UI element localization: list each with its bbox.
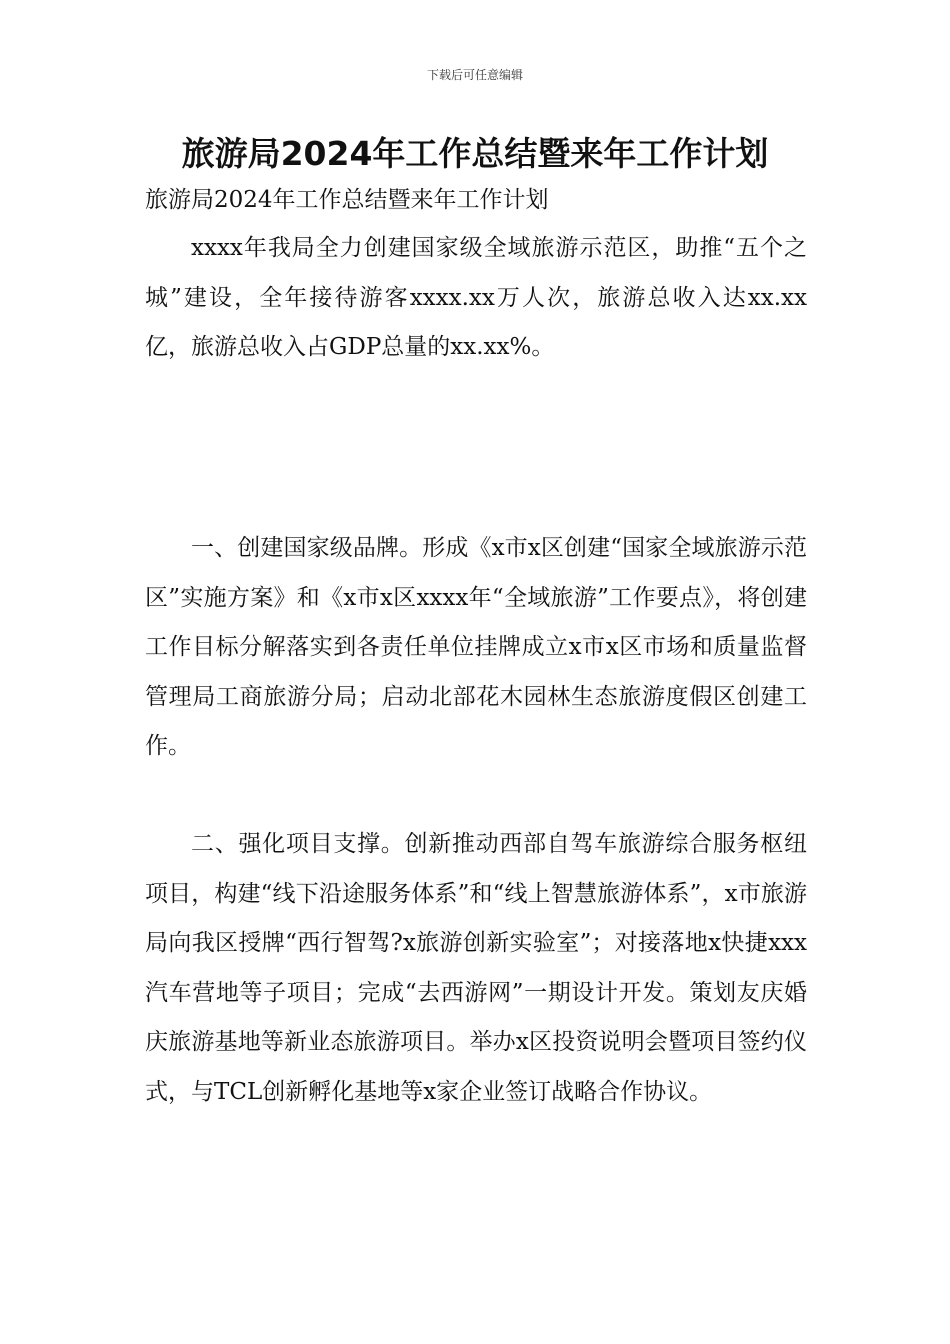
paragraph-section-2: 二、强化项目支撑。创新推动西部自驾车旅游综合服务枢纽项目，构建“线下沿途服务体系”和“线上智慧旅游体系”，x市旅游局向我区授牌“西行智驾?x旅游创新实验室”；对接落地x快捷xxx汽车营地等子项目；完成“去西游网”一期设计开发。策划友庆婚庆旅游基地等新业态旅游项目。举办x区投资说明会暨项目签约仪式，与TCL创新孵化基地等x家企业签订战略合作协议。 bbox=[145, 831, 807, 1105]
paragraph-intro: xxxx年我局全力创建国家级全域旅游示范区，助推“五个之城”建设，全年接待游客xxxx.xx万人次，旅游总收入达xx.xx亿，旅游总收入占GDP总量的xx.xx%。 bbox=[145, 235, 807, 360]
document-title: 旅游局2024年工作总结暨来年工作计划 bbox=[181, 134, 769, 173]
document-subtitle: 旅游局2024年工作总结暨来年工作计划 bbox=[145, 187, 549, 213]
header-note: 下载后可任意编辑 bbox=[426, 68, 523, 82]
paragraph-section-1: 一、创建国家级品牌。形成《x市x区创建“国家全域旅游示范区”实施方案》和《x市x区xxxx年“全域旅游”工作要点》，将创建工作目标分解落实到各责任单位挂牌成立x市x区市场和质量监督管理局工商旅游分局；启动北部花木园林生态旅游度假区创建工作。 bbox=[145, 535, 807, 759]
